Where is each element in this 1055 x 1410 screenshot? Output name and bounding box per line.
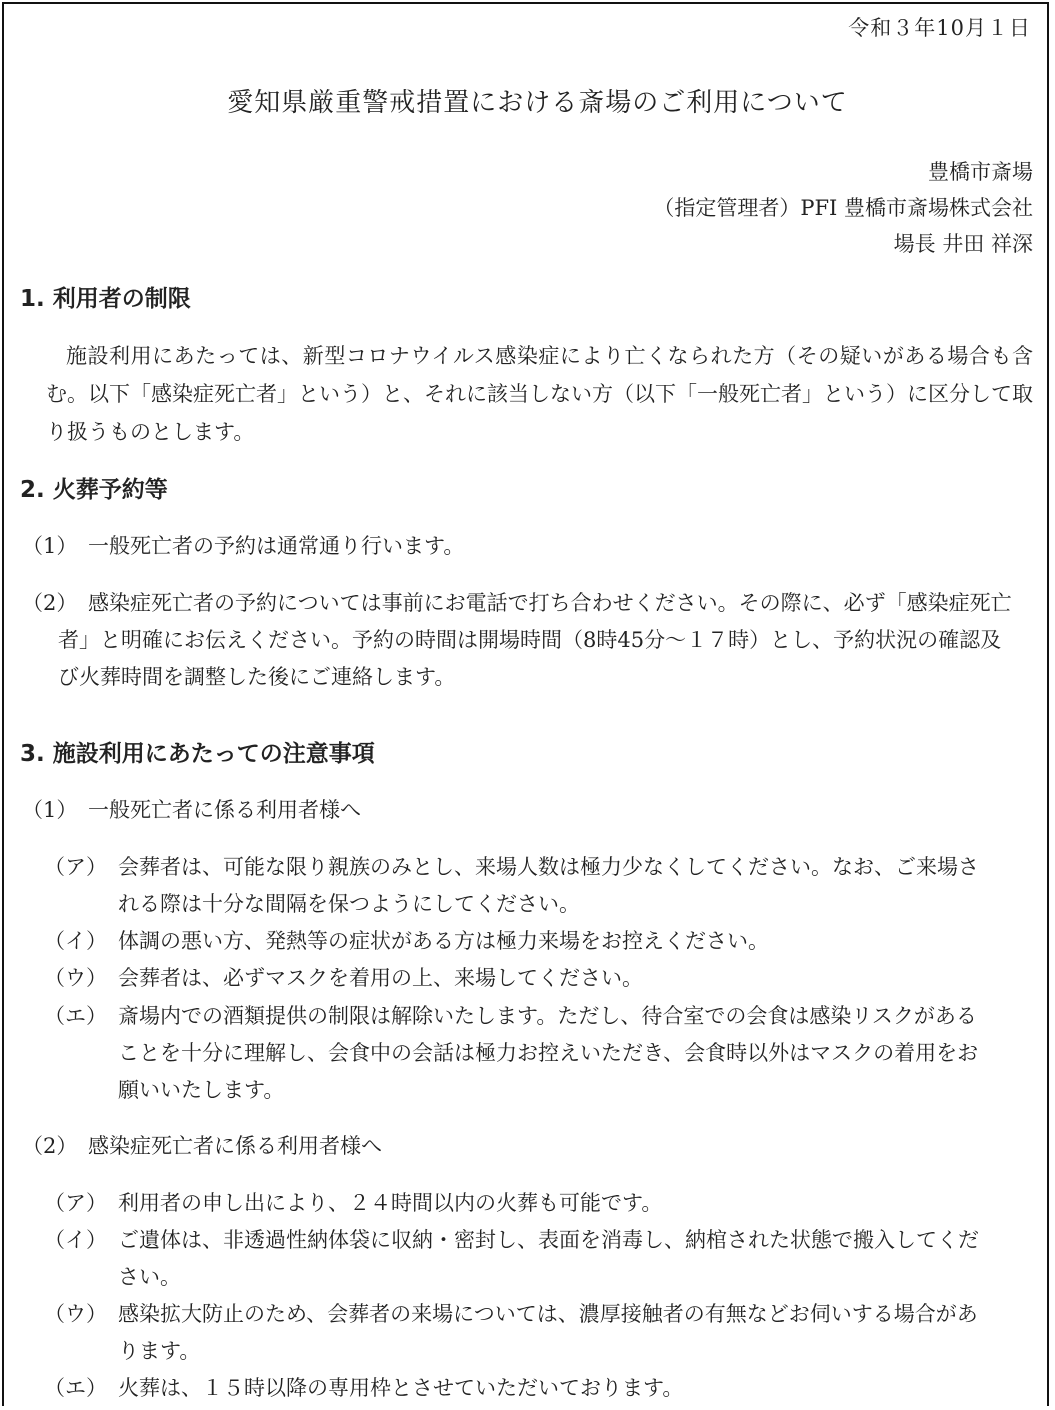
list-item-text: 感染拡大防止のため、会葬者の来場については、濃厚接触者の有無などお伺いする場合があ [118, 1302, 978, 1326]
list-item-label: （ア） [44, 855, 107, 879]
subsection-title: 感染症死亡者に係る利用者様へ [88, 1134, 382, 1158]
section-2-heading: 2. 火葬予約等 [20, 477, 168, 503]
item-text: 一般死亡者の予約は通常通り行います。 [88, 534, 465, 558]
list-item-text: 利用者の申し出により、２４時間以内の火葬も可能です。 [118, 1191, 663, 1215]
subsection-title: 一般死亡者に係る利用者様へ [88, 798, 361, 822]
list-item-text: 会葬者は、可能な限り親族のみとし、来場人数は極力少なくしてください。なお、ご来場さ [118, 855, 979, 879]
list-item-label: （イ） [44, 1228, 107, 1252]
item-text-continued: び火葬時間を調整した後にご連絡します。 [58, 665, 456, 689]
list-item-text: ことを十分に理解し、会食中の会話は極力お控えいただき、会食時以外はマスクの着用をお [118, 1041, 979, 1065]
subsection-number: （1） [22, 798, 78, 822]
sender-org: 豊橋市斎場 [928, 160, 1033, 184]
item-number: （1） [22, 534, 78, 558]
document-title: 愛知県厳重警戒措置における斎場のご利用について [227, 88, 848, 118]
list-item-text: ご遺体は、非透過性納体袋に収納・密封し、表面を消毒し、納棺された状態で搬入してくだ [118, 1228, 979, 1252]
list-item-label: （イ） [44, 929, 107, 953]
list-item-text: ります。 [118, 1339, 201, 1363]
sender-director: 場長 井田 祥深 [893, 232, 1033, 256]
list-item-text: 会葬者は、必ずマスクを着用の上、来場してください。 [118, 966, 643, 990]
list-item-label: （ウ） [44, 1302, 107, 1326]
list-item-text: 体調の悪い方、発熱等の症状がある方は極力来場をお控えください。 [118, 929, 769, 953]
sender-manager: （指定管理者）PFI 豊橋市斎場株式会社 [653, 196, 1033, 220]
list-item-text: さい。 [118, 1265, 181, 1289]
section-1-body: 施設利用にあたっては、新型コロナウイルス感染症により亡くなられた方（その疑いがある場合も含む。以下「感染症死亡者」という）と、それに該当しない方（以下「一般死亡者」という）に区分して取り扱うものとします。 [46, 344, 1033, 444]
list-item-label: （エ） [44, 1004, 107, 1028]
subsection-number: （2） [22, 1134, 78, 1158]
list-item-text: 斎場内での酒類提供の制限は解除いたします。ただし、待合室での会食は感染リスクがある [118, 1004, 977, 1028]
item-text-continued: 者」と明確にお伝えください。予約の時間は開場時間（8時45分～１７時）とし、予約状況の確認及 [58, 628, 1002, 652]
list-item-text: 願いいたします。 [118, 1078, 285, 1102]
section-3-heading: 3. 施設利用にあたっての注意事項 [20, 741, 375, 767]
list-item-label: （ア） [44, 1191, 107, 1215]
item-text: 感染症死亡者の予約については事前にお電話で打ち合わせください。その際に、必ず「感染症死亡 [88, 591, 1012, 615]
list-item-label: （ウ） [44, 966, 107, 990]
document-date: 令和３年10月１日 [848, 16, 1031, 40]
list-item-label: （エ） [44, 1376, 107, 1400]
section-1-heading: 1. 利用者の制限 [20, 286, 191, 312]
item-number: （2） [22, 591, 78, 615]
list-item-text: 火葬は、１５時以降の専用枠とさせていただいております。 [118, 1376, 684, 1400]
list-item-text: れる際は十分な間隔を保つようにしてください。 [118, 892, 580, 916]
